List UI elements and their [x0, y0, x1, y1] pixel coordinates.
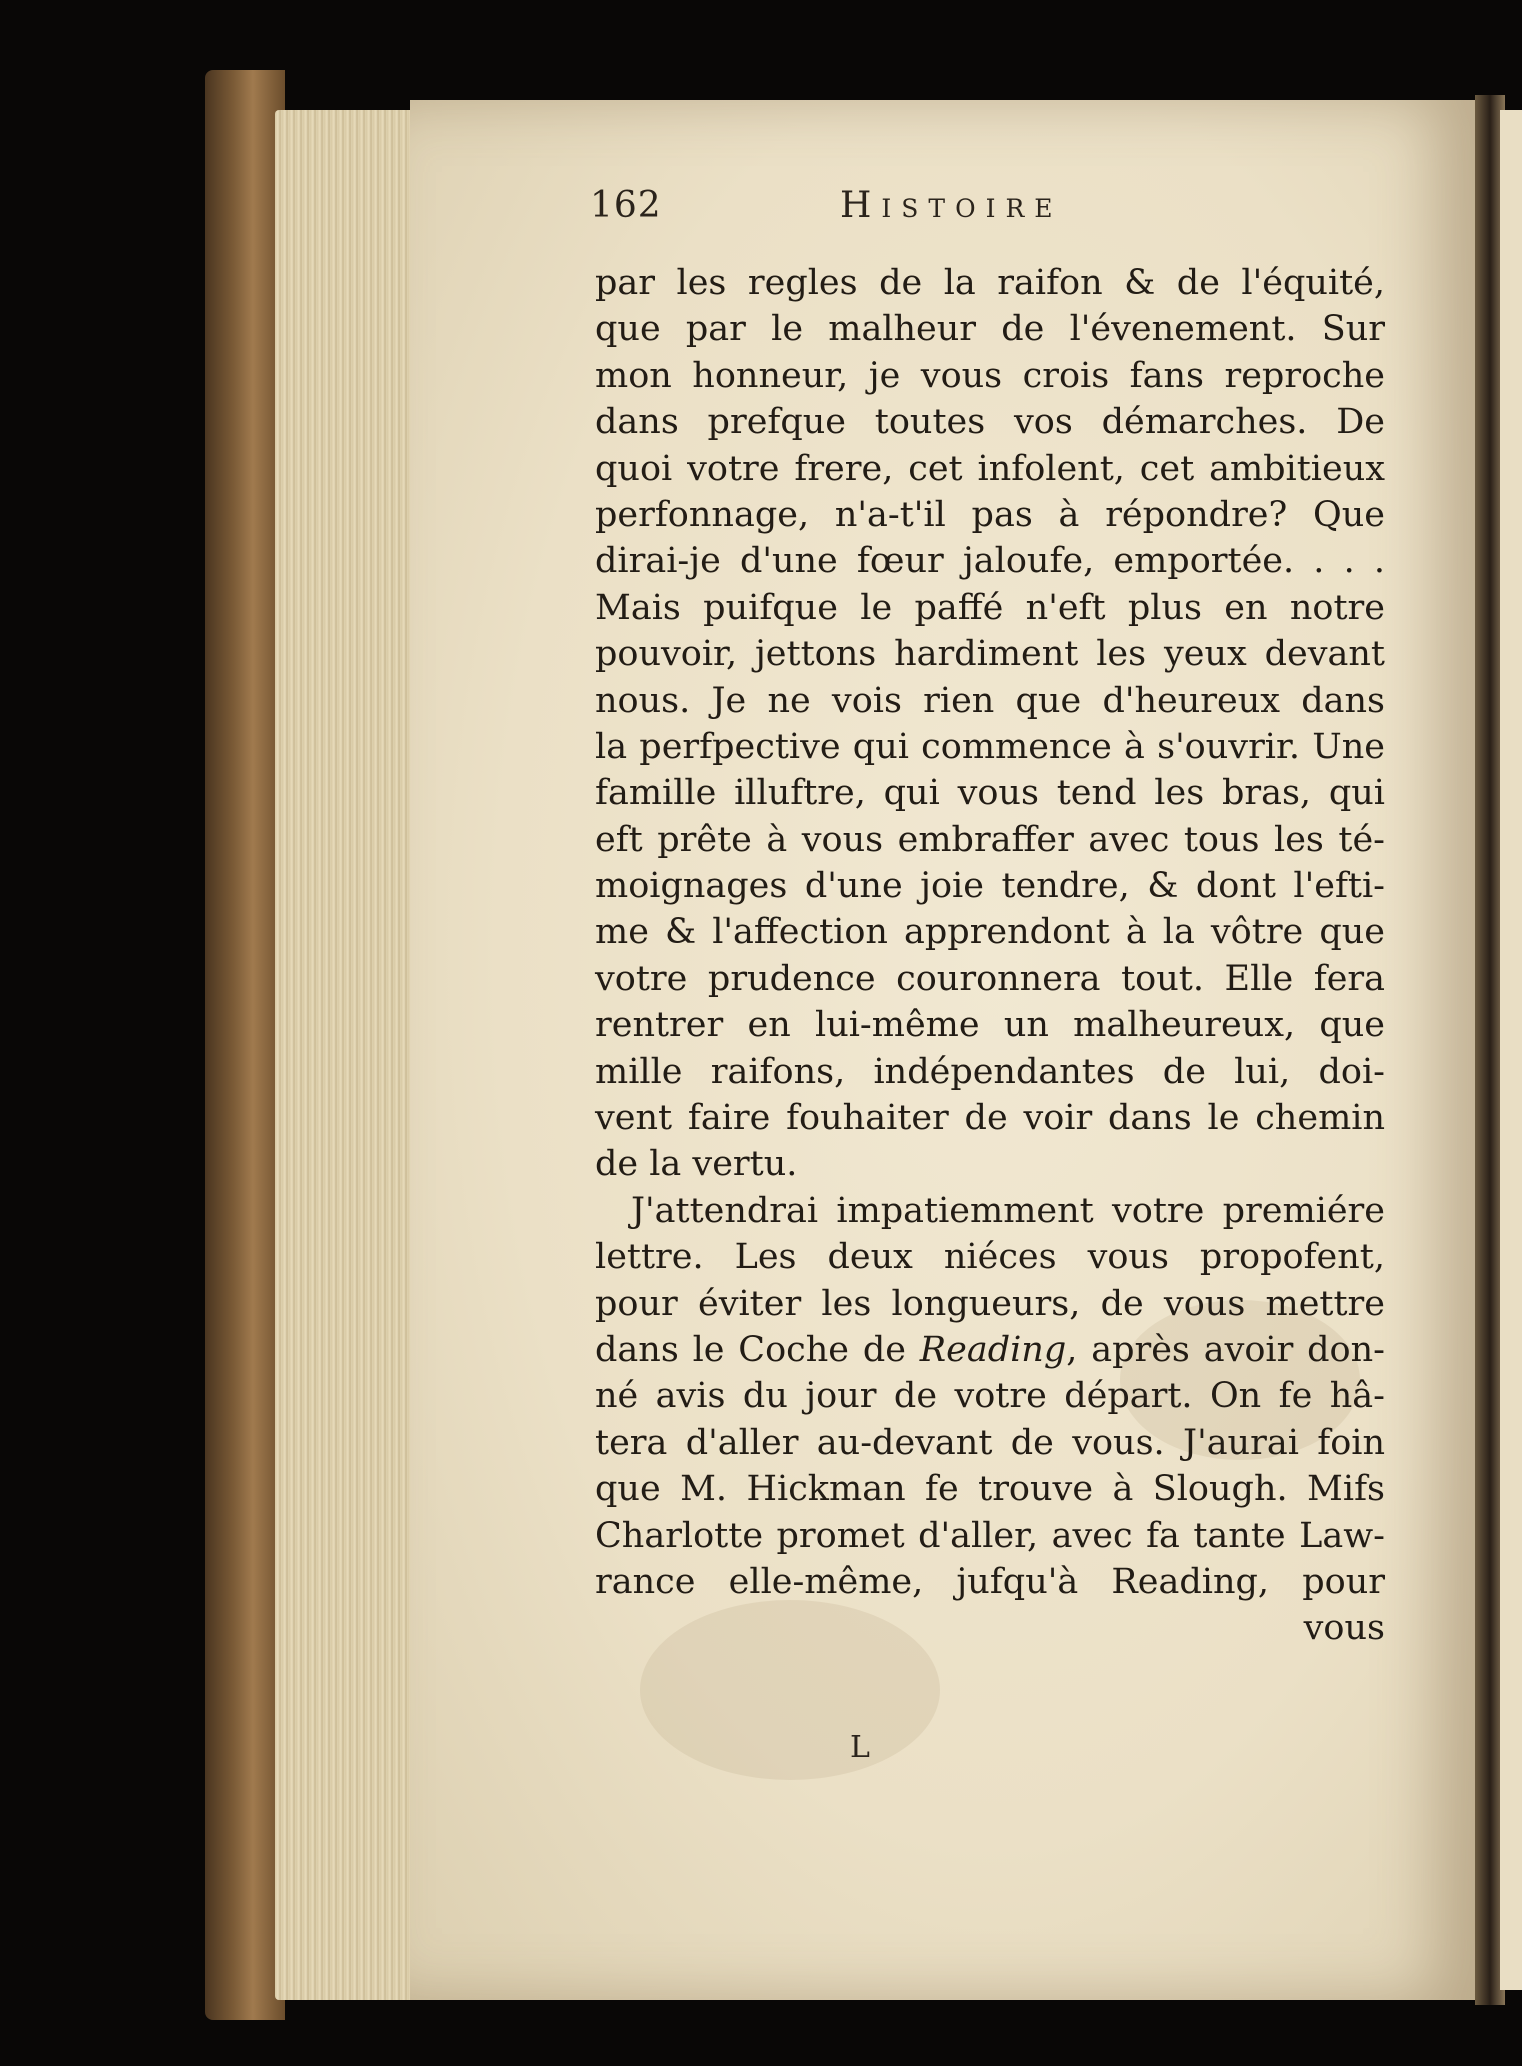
- text-line: me & l'affection apprendont à la vôtre que: [595, 912, 1385, 953]
- text-line: famille illuftre, qui vous tend les bras, qui: [595, 773, 1385, 814]
- italic-place-name: Reading: [919, 1329, 1067, 1370]
- text-line: quoi votre frere, cet infolent, cet ambitieux: [595, 448, 1385, 489]
- text-line: pour éviter les longueurs, de vous mettre: [595, 1283, 1385, 1324]
- text-line: tera d'aller au-devant de vous. J'aurai foin: [595, 1422, 1385, 1463]
- running-head: Histoire: [840, 185, 1063, 226]
- text-line: de la vertu.: [595, 1144, 798, 1185]
- text-line: Charlotte promet d'aller, avec fa tante Law-: [595, 1515, 1385, 1556]
- page-text: [595, 260, 1385, 1652]
- text-line: rance elle-même, jufqu'à Reading, pour: [595, 1561, 1385, 1602]
- text-line: Mais puifque le paffé n'eft plus en notre: [595, 587, 1385, 628]
- text-line: pouvoir, jettons hardiment les yeux devant: [595, 634, 1385, 675]
- text-line: eft prête à vous embraffer avec tous les té-: [595, 819, 1385, 860]
- text-line: mon honneur, je vous crois fans reproche: [595, 355, 1385, 396]
- text-line: moignages d'une joie tendre, & dont l'efti-: [595, 866, 1385, 907]
- text-line: dans prefque toutes vos démarches. De: [595, 402, 1385, 443]
- text-line: lettre. Les deux niéces vous propofent,: [595, 1237, 1385, 1278]
- text-line: vent faire fouhaiter de voir dans le chemin: [595, 1098, 1385, 1139]
- text-line: perfonnage, n'a-t'il pas à répondre? Que: [595, 494, 1385, 535]
- text-segment: dans le Coche de: [595, 1329, 920, 1370]
- text-line-coche: [595, 1327, 1385, 1373]
- text-line: rentrer en lui-même un malheureux, que: [595, 1005, 1385, 1046]
- text-segment: , après avoir don-: [1066, 1329, 1385, 1370]
- catchword: vous: [1303, 1608, 1385, 1649]
- text-line: mille raifons, indépendantes de lui, doi-: [595, 1051, 1385, 1092]
- text-line: dirai-je d'une fœur jaloufe, emportée. . . .: [595, 541, 1385, 582]
- next-page-edge: [1500, 110, 1522, 1990]
- signature-mark: L: [850, 1730, 870, 1765]
- text-line: par les regles de la raifon & de l'équité,: [595, 263, 1385, 303]
- text-line: J'attendrai impatiemment votre premiére: [631, 1190, 1385, 1231]
- text-line: que par le malheur de l'évenement. Sur: [595, 309, 1385, 350]
- text-line: la perfpective qui commence à s'ouvrir. Une: [595, 726, 1385, 767]
- page-header: [590, 185, 1290, 235]
- text-line: que M. Hickman fe trouve à Slough. Mifs: [595, 1469, 1385, 1510]
- text-line: votre prudence couronnera tout. Elle fera: [595, 958, 1385, 999]
- page-number: 162: [590, 185, 662, 226]
- book-left-cover: [205, 70, 285, 2020]
- text-line: nous. Je ne vois rien que d'heureux dans: [595, 680, 1385, 721]
- text-line: né avis du jour de votre départ. On fe hâ-: [595, 1376, 1385, 1417]
